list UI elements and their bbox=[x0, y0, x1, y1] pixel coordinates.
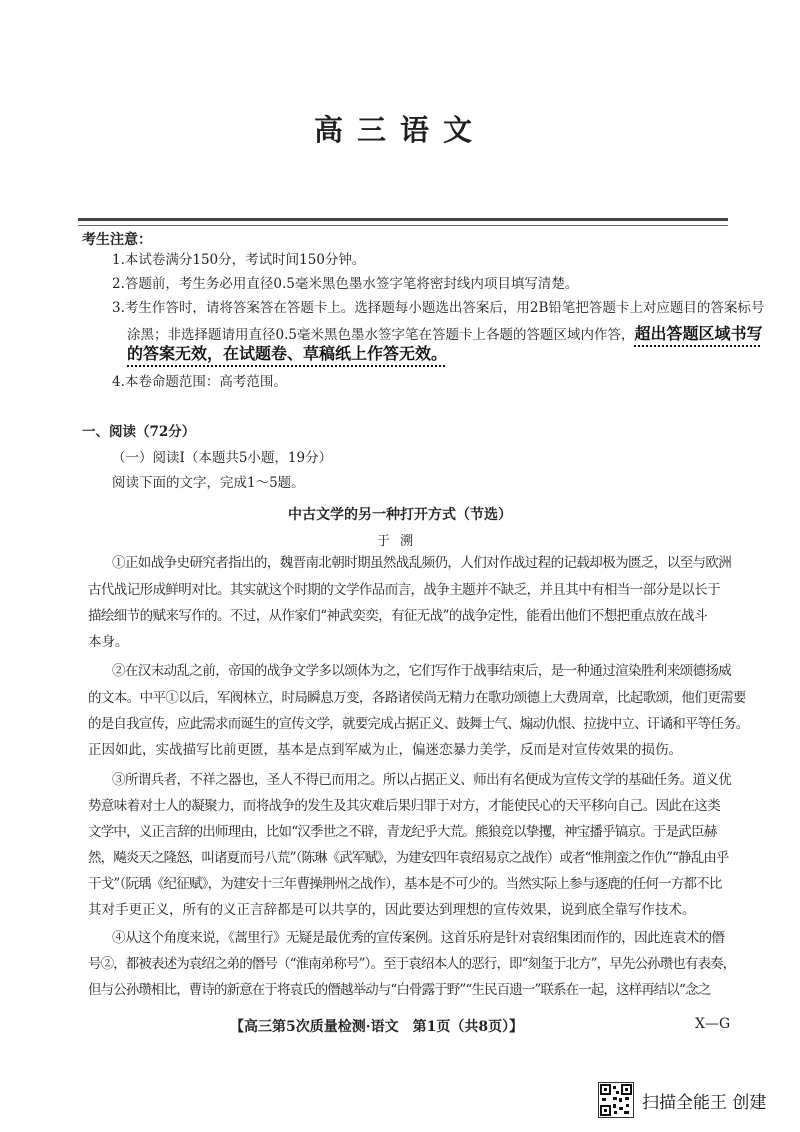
section-heading: 一、阅读（72分） bbox=[82, 424, 196, 440]
article-line: ①正如战争史研究者指出的，魏晋南北朝时期虽然战乱频仍，人们对作战过程的记载却极为匮乏，以至与欧洲 bbox=[112, 555, 732, 571]
notice-item-2: 2.答题前，考生务必用直径0.5毫米黑色墨水签字笔将密封线内项目填写清楚。 bbox=[112, 276, 579, 292]
header-rule-thick bbox=[78, 218, 728, 221]
article-line: ④从这个角度来说，《蒿里行》无疑是最优秀的宣传案例。这首乐府是针对袁绍集团而作的，因此连袁术的僭 bbox=[112, 930, 725, 946]
article-line: 文学中，义正言辞的出师理由，比如“汉季世之不辟，青龙纪乎大荒。熊狼竞以挚攫，神宝播乎镐京。于是武臣赫 bbox=[88, 824, 717, 840]
article-line: 正因如此，实战描写比前更匮，基本是点到军威为止，偏迷恋暴力美学，反而是对宣传效果的损伤。 bbox=[88, 742, 682, 758]
article-line: 的是自我宣传，应此需求而诞生的宣传文学，就要完成占据正义、鼓舞士气、煽动仇恨、拉拢中立、讦谲和平等任务。 bbox=[88, 716, 749, 732]
article-line: 本身。 bbox=[88, 634, 129, 650]
article-line: 干戈”（阮瑀《纪征赋》，为建安十三年曹操荆州之战作），基本是不可少的。当然实际上参与逐鹿的任何一方都不比 bbox=[88, 876, 722, 892]
notice-item-3-line-1: 3.考生作答时，请将答案答在答题卡上。选择题每小题选出答案后，用2B铅笔把答题卡上对应题目的答案标号 bbox=[112, 300, 765, 316]
article-line: ②在汉末动乱之前，帝国的战争文学多以颂体为之，它们写作于战事结束后，是一种通过渲染胜利来颂德扬威 bbox=[112, 663, 732, 679]
qr-code-icon bbox=[598, 1082, 634, 1118]
article-author: 于溯 bbox=[376, 534, 423, 549]
notice-item-4: 4.本卷命题范围：高考范围。 bbox=[112, 374, 287, 390]
article-title: 中古文学的另一种打开方式（节选） bbox=[288, 507, 512, 523]
notice-item-3-line-2 bbox=[127, 326, 762, 343]
article-line: 势意味着对士人的凝聚力，而将战争的发生及其灾难后果归罪于对方，才能使民心的天平移向自己。因此在这类 bbox=[88, 798, 721, 814]
article-line: 古代战记形成鲜明对比。其实就这个时期的文学作品而言，战争主题并不缺乏，并且其中有相当一部分是以长于 bbox=[88, 582, 721, 598]
article-line: 号②，都被表述为袁绍之弟的僭号（“淮南弟称号”）。至于袁绍本人的恶行，即“刻玺于北方”，早先公孙瓒也有表奏， bbox=[88, 956, 736, 972]
section-sub-heading: （一）阅读Ⅰ（本题共5小题，19分） bbox=[112, 450, 333, 466]
notice-item-3-emphasis-2: 的答案无效，在试题卷、草稿纸上作答无效。 bbox=[127, 344, 448, 363]
page-footer: 【高三第5次质量检测·语文 第1页（共8页）】 bbox=[230, 1019, 524, 1035]
page-title: 高三语文 bbox=[313, 113, 486, 147]
article-line: 其对手更正义，所有的义正言辞都是可以共享的，因此要达到理想的宣传效果，说到底全靠写作技术。 bbox=[88, 902, 696, 918]
scanner-watermark: 扫描全能王 创建 bbox=[642, 1093, 767, 1113]
article-line: 的文本。中平①以后，军阀林立，时局瞬息万变，各路诸侯尚无精力在歌功颂德上大费周章，比起歌颂，他们更需要 bbox=[88, 690, 746, 706]
header-rule-thin bbox=[78, 225, 728, 226]
notice-heading: 考生注意： bbox=[82, 232, 152, 248]
article-line: 描绘细节的赋来写作的。不过，从作家们“神武奕奕，有征无战”的战争定性，能看出他们不想把重点放在战斗 bbox=[88, 608, 707, 624]
notice-item-3-emphasis-1: 超出答题区域书写 bbox=[634, 324, 763, 343]
notice-item-1: 1.本试卷满分150分，考试时间150分钟。 bbox=[112, 252, 366, 268]
article-line: ③所谓兵者，不祥之器也，圣人不得已而用之。所以占据正义、师出有名便成为宣传文学的基础任务。道义优 bbox=[112, 772, 732, 788]
paper-code: X—G bbox=[695, 1016, 731, 1032]
section-instruction: 阅读下面的文字，完成1～5题。 bbox=[112, 475, 305, 491]
article-line: 但与公孙瓒相比，曹诗的新意在于将袁氏的僭越举动与“白骨露于野”“生民百遗一”联系在一起，这样再结以“念之 bbox=[88, 982, 711, 998]
article-line: 然，飚炎天之隆怒，叫诸夏而号八荒”（陈琳《武军赋》，为建安四年袁绍易京之战作）或者“惟荆蛮之作仇”“静乱由乎 bbox=[88, 850, 729, 866]
notice-item-3-line-2-normal: 涂黑；非选择题请用直径0.5毫米黑色墨水签字笔在答题卡上各题的答题区域内作答， bbox=[127, 327, 635, 343]
